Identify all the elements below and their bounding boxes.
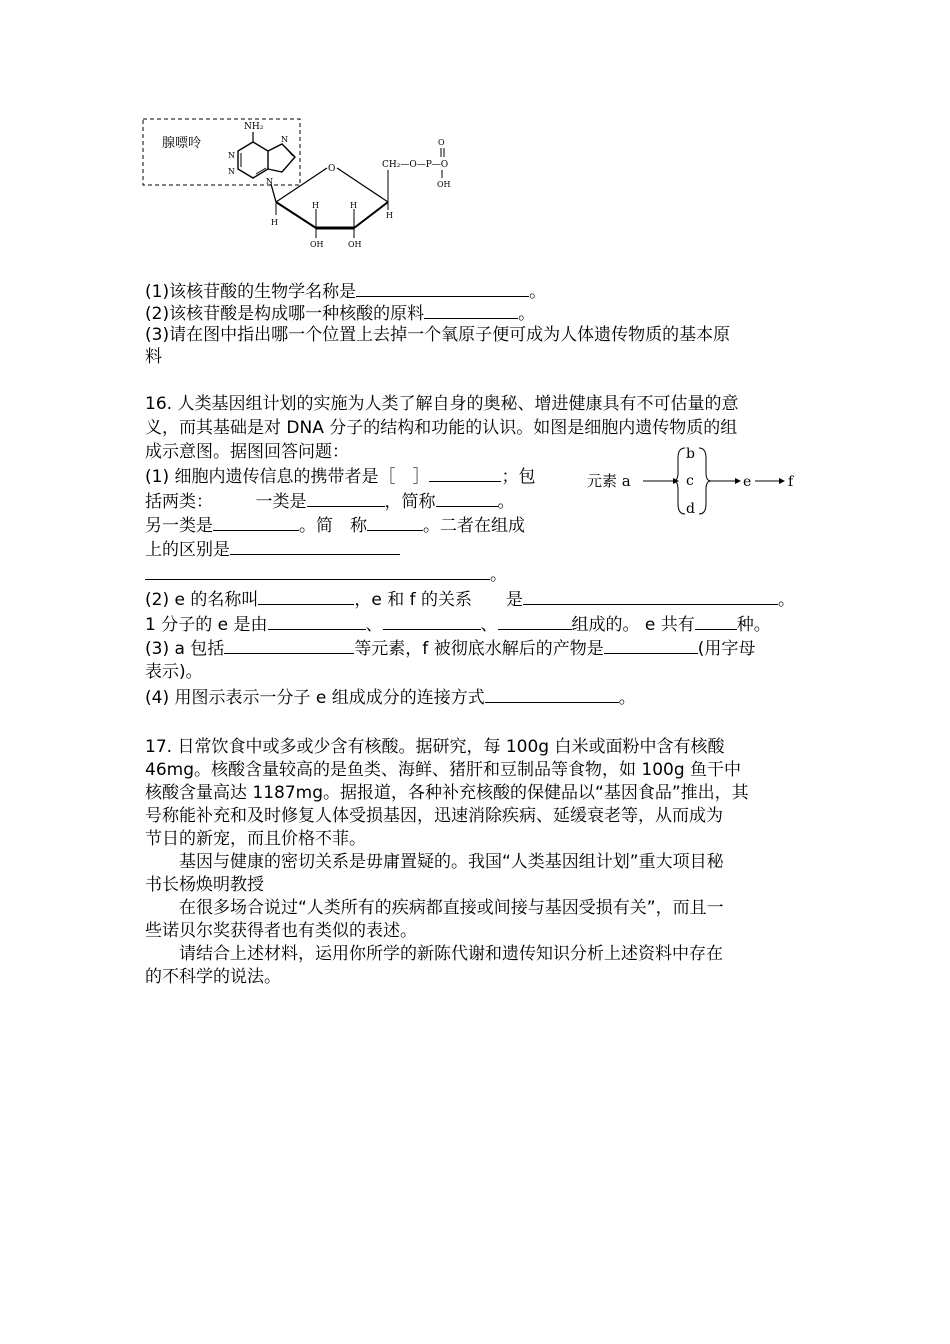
q16-item-1-cont: 上的区别是	[145, 538, 400, 561]
oh-label-1: OH	[310, 240, 324, 249]
answer-blank[interactable]	[485, 686, 619, 703]
q16-item-1-cont: 另一类是 。简 称 。二者在组成	[145, 516, 525, 536]
q16-item-3: (3) a 包括 等元素，f 被彻底水解后的产物是 (用字母	[145, 639, 756, 659]
adenine-dashed-box	[143, 119, 300, 185]
q16-paragraph-line: 义，而其基础是对 DNA 分子的结构和功能的认识。如图是细胞内遗传物质的组	[145, 418, 738, 438]
n-label-1: N	[228, 151, 235, 160]
q16-item-1-cont: 括两类： 一类是 ，简称 。	[145, 492, 515, 512]
phosphate-o-top: O	[438, 138, 445, 147]
q15-item-3: (3)请在图中指出哪一个位置上去掉一个氧原子便可成为人体遗传物质的基本原	[145, 325, 731, 345]
q16-item-1-cont: 。	[145, 563, 507, 586]
answer-blank[interactable]	[383, 613, 481, 630]
q17-paragraph-line: 节日的新宠，而且价格不菲。	[145, 829, 366, 849]
q17-paragraph-line: 核酸含量高达 1187mg。据报道，各种补充核酸的保健品以“基因食品”推出，其	[145, 783, 749, 803]
answer-blank[interactable]	[523, 588, 778, 605]
flow-element-a: 元素 a	[587, 472, 631, 490]
nucleotide-structure-diagram	[140, 112, 480, 262]
nh2-label: NH₂	[244, 122, 264, 132]
answer-blank[interactable]	[258, 588, 354, 605]
phosphate-oh: OH	[437, 180, 451, 189]
flow-c: c	[686, 473, 694, 489]
q17-paragraph-line: 号称能补充和及时修复人体受损基因，迅速消除疾病、延缓衰老等，从而成为	[145, 806, 723, 826]
q16-item-2: (2) e 的名称叫 ，e 和 f 的关系 是 。	[145, 590, 796, 610]
n-label-2: N	[228, 167, 235, 176]
q17-paragraph-line: 的不科学的说法。	[145, 967, 281, 987]
n-label-4: N	[266, 177, 273, 186]
q16-paragraph-line: 成示意图。据图回答问题：	[145, 442, 349, 462]
answer-blank[interactable]	[436, 490, 498, 507]
q16-item-3-cont: 表示)。	[145, 662, 203, 682]
q15-item-3-cont: 料	[145, 347, 162, 367]
q16-item-4: (4) 用图示表示一分子 e 组成成分的连接方式 。	[145, 688, 636, 708]
q15-item-2: (2)该核苷酸是构成哪一种核酸的原料 。	[145, 304, 536, 324]
ch2-phosphate-label: CH₂—O—P—O	[382, 160, 449, 170]
answer-blank[interactable]	[424, 302, 518, 319]
q16-item-1: (1) 细胞内遗传信息的携带者是［ ］ ；包	[145, 467, 536, 487]
flow-f: f	[788, 474, 794, 490]
composition-flow-diagram	[585, 440, 805, 525]
purine-six-ring	[238, 142, 268, 178]
q17-paragraph-line: 书长杨焕明教授	[145, 875, 264, 895]
flow-d: d	[686, 501, 695, 517]
answer-blank[interactable]	[695, 613, 737, 630]
q16-item-2-cont: 1 分子的 e 是由 、 、 组成的。 e 共有 种。	[145, 615, 771, 635]
answer-blank[interactable]	[307, 490, 385, 507]
q17-paragraph-line: 46mg。核酸含量较高的是鱼类、海鲜、猪肝和豆制品等食物，如 100g 鱼干中	[145, 760, 742, 780]
q17-paragraph-line: 在很多场合说过“人类所有的疾病都直接或间接与基因受损有关”，而且一	[145, 898, 724, 918]
oh-label-2: OH	[348, 240, 362, 249]
answer-blank[interactable]	[604, 637, 698, 654]
q17-paragraph-line: 17. 日常饮食中或多或少含有核酸。据研究，每 100g 白米或面粉中含有核酸	[145, 737, 725, 757]
h-label-3: H	[350, 201, 357, 210]
ring-oxygen-label: O	[328, 164, 336, 174]
flow-b: b	[686, 446, 695, 462]
q15-item-1: (1)该核苷酸的生物学名称是 。	[145, 282, 547, 302]
purine-five-ring	[268, 144, 295, 172]
q17-paragraph-line: 基因与健康的密切关系是毋庸置疑的。我国“人类基因组计划”重大项目秘	[145, 852, 724, 872]
flow-e: e	[743, 474, 752, 490]
answer-blank[interactable]	[367, 514, 423, 531]
answer-blank[interactable]	[356, 280, 529, 297]
q16-paragraph-line: 16. 人类基因组计划的实施为人类了解自身的奥秘、增进健康具有不可估量的意	[145, 394, 739, 414]
answer-blank[interactable]	[224, 637, 354, 654]
h-label-4: H	[386, 211, 393, 220]
q17-paragraph-line: 请结合上述材料，运用你所学的新陈代谢和遗传知识分析上述资料中存在	[145, 944, 723, 964]
adenine-label: 腺嘌呤	[162, 136, 202, 151]
answer-blank[interactable]	[268, 613, 366, 630]
right-brace	[699, 448, 711, 514]
n-label-3: N	[281, 135, 288, 144]
q17-paragraph-line: 些诺贝尔奖获得者也有类似的表述。	[145, 921, 417, 941]
answer-blank[interactable]	[145, 563, 490, 580]
h-label-2: H	[312, 201, 319, 210]
answer-blank[interactable]	[498, 613, 572, 630]
h-label-1: H	[271, 218, 278, 227]
answer-blank[interactable]	[213, 514, 299, 531]
answer-blank[interactable]	[230, 538, 400, 555]
answer-blank[interactable]	[429, 465, 501, 482]
